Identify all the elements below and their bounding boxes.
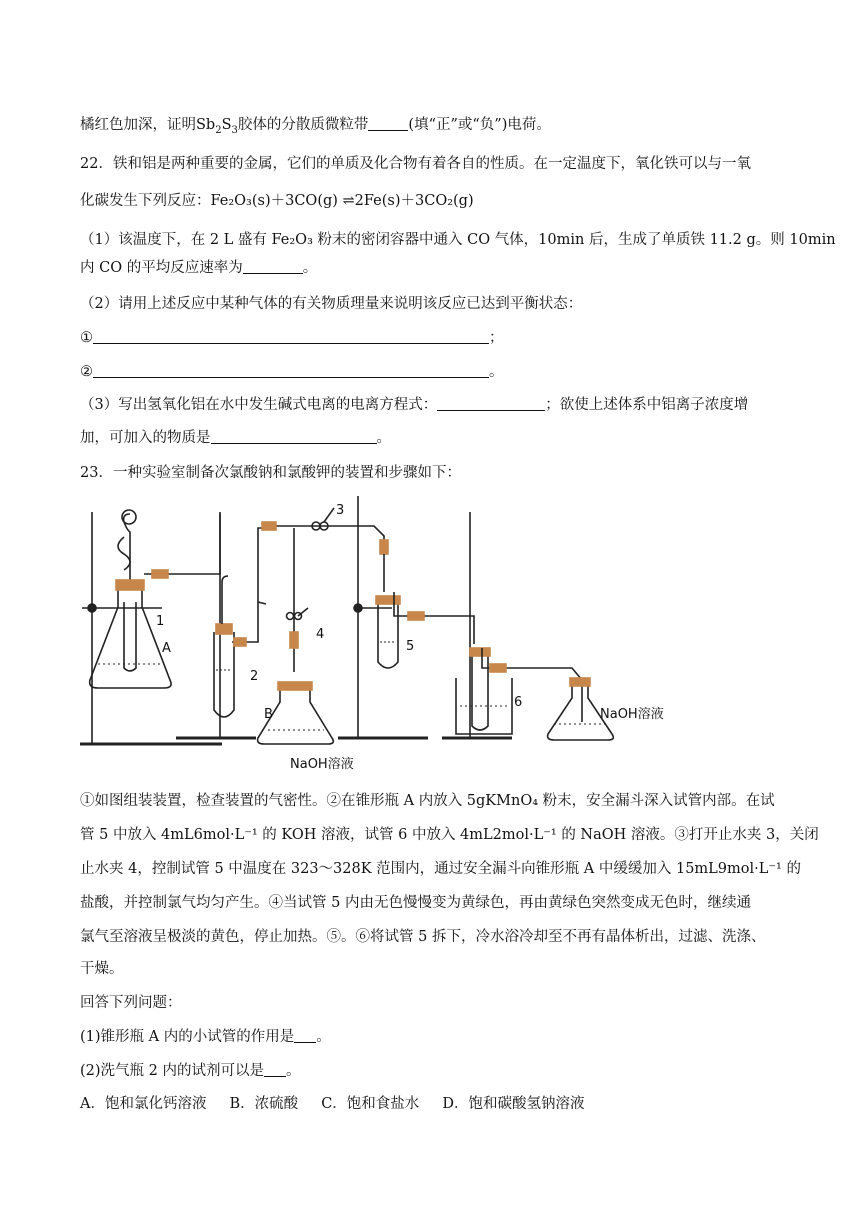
label-b: B [264, 707, 273, 722]
label-naoh-b: NaOH溶液 [290, 757, 354, 772]
label-6: 6 [514, 695, 523, 710]
text-fragment: 22．铁和铝是两种重要的金属，它们的单质及化合物有着各自的性质。在一定温度下，氧化铁可以与一氧 [80, 156, 751, 172]
label-2: 2 [250, 669, 259, 684]
label-1: 1 [156, 614, 165, 629]
text-fragment: ； [489, 330, 504, 346]
text-fragment: 内 CO 的平均反应速率为 [80, 260, 243, 276]
label-5: 5 [406, 639, 415, 654]
text-fragment: 回答下列问题： [80, 995, 182, 1011]
q22-part2 [80, 293, 582, 315]
text-fragment: （2）请用上述反应中某种气体的有关物质理量来说明该反应已达到平衡状态： [80, 296, 583, 312]
text-fragment: 加，可加入的物质是 [80, 430, 211, 446]
label-3: 3 [336, 503, 345, 518]
q22-part3-cont [80, 427, 391, 449]
text-fragment: ；欲使上述体系中铝离子浓度增 [545, 397, 749, 413]
wash-bottle-2 [214, 632, 234, 717]
text-fragment: 胶体的分散质微粒带 [237, 117, 369, 133]
answer-blank[interactable] [93, 362, 489, 378]
text-fragment: 。 [302, 260, 318, 276]
text-fragment: 止水夹 4，控制试管 5 中温度在 323～328K 范围内，通过安全漏斗向锥形瓶 A 中缓缓加入 15mL9mol·L⁻¹ 的 [80, 861, 801, 877]
text-fragment: 。 [489, 364, 504, 380]
procedure-line-1 [80, 790, 775, 812]
procedure-line-5 [80, 926, 765, 948]
answer-prompt [80, 992, 182, 1014]
reaction-equation [80, 190, 474, 212]
procedure-line-4 [80, 892, 751, 914]
text-fragment: ① [80, 330, 93, 346]
text-fragment: 。 [376, 430, 391, 446]
text-fragment: ② [80, 364, 93, 380]
answer-blank[interactable] [264, 1061, 286, 1077]
chem-sb: Sb [196, 117, 216, 133]
text-fragment: (1)锥形瓶 A 内的小试管的作用是 [80, 1029, 295, 1045]
text-fragment: 盐酸，并控制氯气均匀产生。④当试管 5 内由无色慢慢变为黄绿色，再由黄绿色突然变成无色时，继续通 [80, 895, 751, 911]
text-fragment: 。 [316, 1029, 331, 1045]
answer-blank[interactable] [368, 115, 408, 131]
answer-blank[interactable] [243, 258, 303, 274]
answer-blank[interactable] [294, 1027, 316, 1043]
text-fragment: 橘红色加深，证明 [80, 117, 196, 133]
q23-part2-options [80, 1093, 584, 1115]
text-fragment: （3）写出氢氧化铝在水中发生碱式电离的电离方程式： [80, 397, 438, 413]
q23-part1 [80, 1026, 331, 1048]
beaker [456, 678, 512, 734]
line-sb2s3 [80, 114, 551, 142]
question-22-intro [80, 153, 751, 175]
label-4: 4 [316, 627, 325, 642]
answer-blank[interactable] [211, 428, 377, 444]
procedure-line-6 [80, 958, 124, 980]
label-naoh-right: NaOH溶液 [600, 707, 664, 722]
text-fragment: （1）该温度下，在 2 L 盛有 Fe₂O₃ 粉末的密闭容器中通入 CO 气体，10min 后，生成了单质铁 11.2 g。则 10min [80, 232, 836, 248]
label-a: A [162, 641, 171, 656]
q22-part1-answer [80, 257, 317, 279]
text-fragment: 。 [285, 1063, 301, 1079]
subscript: 2 [215, 124, 222, 136]
text-fragment: (2)洗气瓶 2 内的试剂可以是 [80, 1063, 264, 1079]
answer-blank[interactable] [437, 395, 545, 411]
text-fragment: A．饱和氯化钙溶液 B．浓硫酸 C．饱和食盐水 D．饱和碳酸氢钠溶液 [80, 1096, 585, 1112]
test-tube-6 [472, 652, 488, 730]
chem-s: S [221, 117, 232, 133]
q22-part1 [80, 229, 836, 251]
text-fragment: (填“正”或“负”)电荷。 [408, 117, 551, 133]
text-fragment: 化碳发生下列反应：Fe₂O₃(s)＋3CO(g) ⇌2Fe(s)＋3CO₂(g) [80, 193, 474, 209]
apparatus-diagram [72, 492, 712, 782]
flask-a [90, 587, 171, 688]
q22-part2-answer-1 [80, 327, 504, 349]
q23-part2 [80, 1060, 300, 1082]
subscript: 3 [231, 124, 238, 136]
procedure-line-2 [80, 824, 819, 846]
text-fragment: 管 5 中放入 4mL6mol·L⁻¹ 的 KOH 溶液，试管 6 中放入 4mL2mol·L⁻¹ 的 NaOH 溶液。③打开止水夹 3，关闭 [80, 827, 819, 843]
text-fragment: 干燥。 [80, 961, 124, 977]
procedure-line-3 [80, 858, 801, 880]
test-tube-5 [378, 602, 398, 668]
answer-blank[interactable] [93, 328, 489, 344]
text-fragment: ①如图组装装置，检查装置的气密性。②在锥形瓶 A 内放入 5gKMnO₄ 粉末，安全漏斗深入试管内部。在试 [80, 793, 775, 809]
q22-part2-answer-2 [80, 361, 504, 383]
text-fragment: 氯气至溶液呈极淡的黄色，停止加热。⑤。⑥将试管 5 拆下，冷水浴冷却至不再有晶体析出，过滤、洗涤、 [80, 929, 766, 945]
text-fragment: 23．一种实验室制备次氯酸钠和氯酸钾的装置和步骤如下： [80, 465, 461, 481]
q22-part3 [80, 394, 748, 416]
question-23-intro [80, 462, 461, 484]
